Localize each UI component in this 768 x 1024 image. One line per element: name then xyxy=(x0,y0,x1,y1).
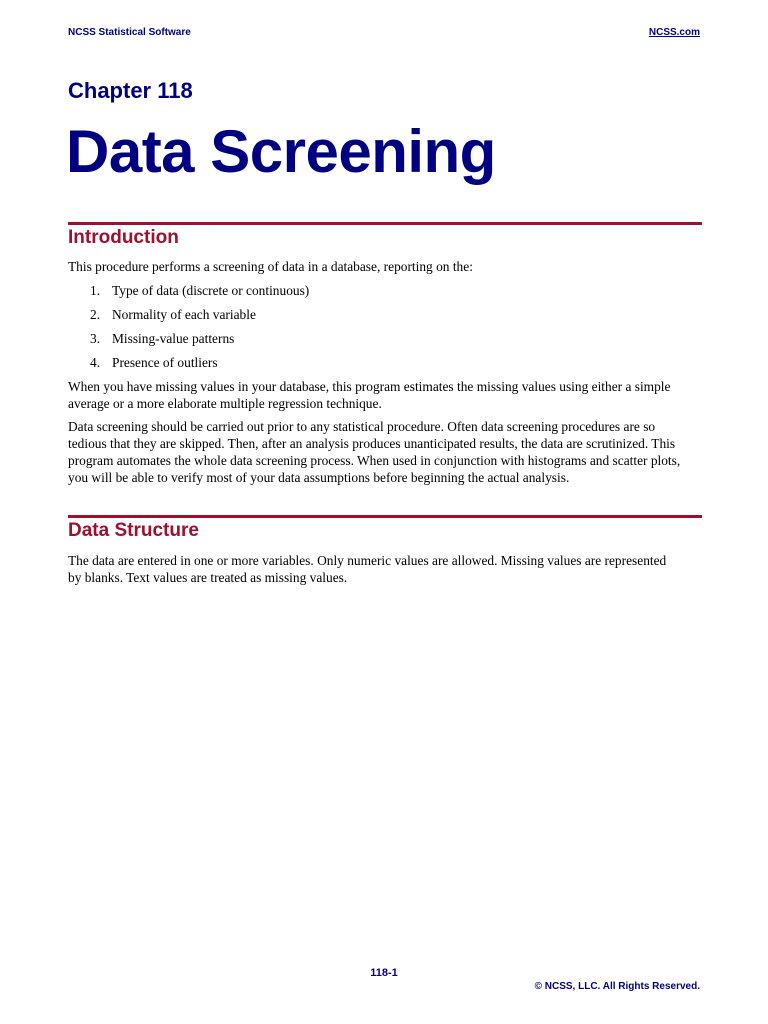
section-divider-introduction xyxy=(68,222,702,225)
list-item-text: Missing-value patterns xyxy=(112,331,235,346)
chapter-label: Chapter 118 xyxy=(68,78,193,103)
list-item xyxy=(90,330,234,347)
list-item xyxy=(90,306,256,323)
list-item-number: 1. xyxy=(90,283,101,298)
missing-values-paragraph-line: When you have missing values in your database, this program estimates the missing values using either a simple xyxy=(68,379,671,394)
page-number: 118-1 xyxy=(370,967,398,979)
list-item-number: 2. xyxy=(90,307,101,322)
heading-introduction: Introduction xyxy=(68,227,179,248)
screening-paragraph-line: tedious that they are skipped. Then, after an analysis produces unanticipated results, the data are scrutinized. This xyxy=(68,436,676,451)
missing-values-paragraph-line: average or a more elaborate multiple regression technique. xyxy=(68,396,382,411)
list-item-number: 3. xyxy=(90,331,101,346)
section-divider-data-structure xyxy=(68,515,702,518)
data-structure-paragraph-line: The data are entered in one or more variables. Only numeric values are allowed. Missing values are represented xyxy=(68,553,667,568)
header-ncss-link[interactable]: NCSS.com xyxy=(648,27,700,38)
page-title: Data Screening xyxy=(66,118,496,185)
data-structure-paragraph-line: by blanks. Text values are treated as missing values. xyxy=(68,570,348,585)
screening-paragraph-line: Data screening should be carried out prior to any statistical procedure. Often data screening procedures are so xyxy=(68,419,656,434)
intro-paragraph: This procedure performs a screening of data in a database, reporting on the: xyxy=(68,259,473,274)
list-item xyxy=(90,354,218,371)
screening-paragraph-line: you will be able to verify most of your data assumptions before beginning the actual analysis. xyxy=(68,470,570,485)
list-item xyxy=(90,282,309,299)
list-item-number: 4. xyxy=(90,355,101,370)
screening-paragraph-line: program automates the whole data screening process. When used in conjunction with histograms and scatter plots, xyxy=(68,453,681,468)
heading-data-structure: Data Structure xyxy=(68,520,199,541)
list-item-text: Presence of outliers xyxy=(112,355,218,370)
list-item-text: Normality of each variable xyxy=(112,307,256,322)
copyright-notice: © NCSS, LLC. All Rights Reserved. xyxy=(534,981,700,992)
list-item-text: Type of data (discrete or continuous) xyxy=(112,283,310,298)
header-left-text: NCSS Statistical Software xyxy=(68,27,191,38)
